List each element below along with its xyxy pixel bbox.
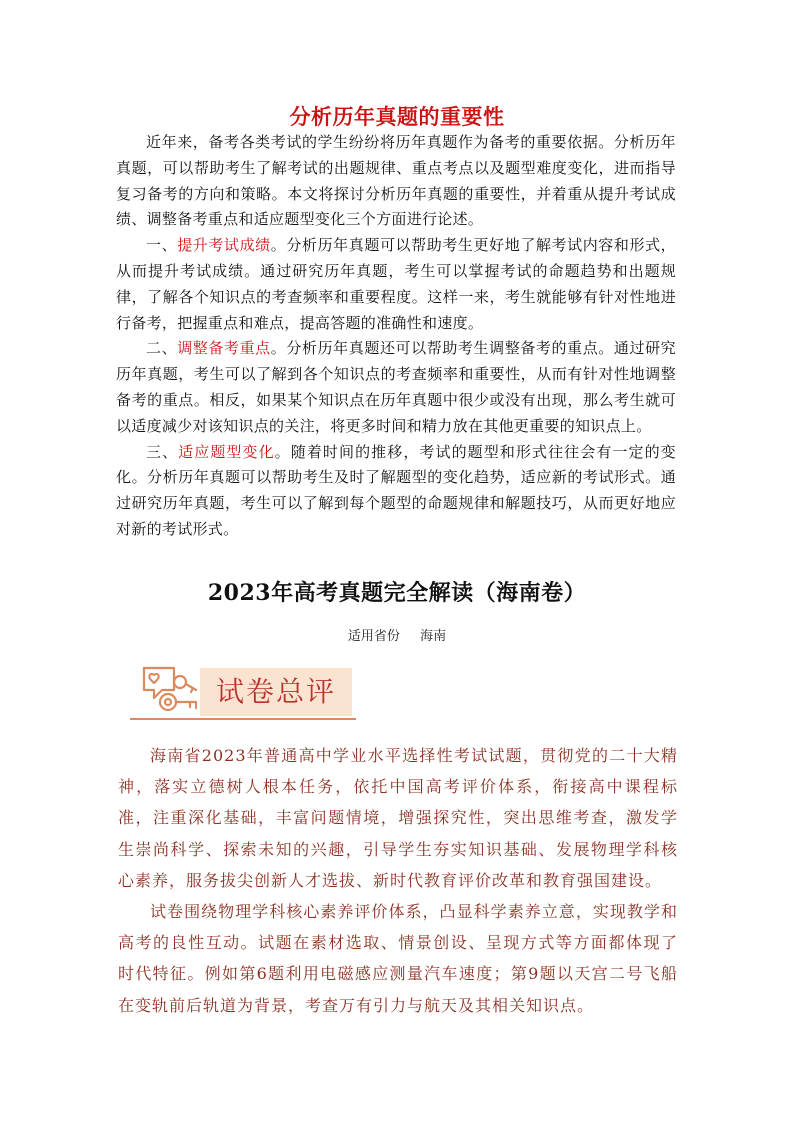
applicable-province — [0, 625, 794, 644]
section-banner — [130, 658, 356, 722]
review-body — [118, 740, 678, 1021]
point-paragraph-2 — [116, 336, 676, 439]
article-title: 分析历年真题的重要性 — [289, 105, 505, 129]
point-heading: 调整备考重点 — [177, 339, 271, 358]
point-heading: 适应题型变化 — [178, 442, 275, 461]
point-number: 一、 — [146, 236, 178, 255]
point-number: 三、 — [146, 442, 179, 461]
point-number: 二、 — [146, 339, 178, 358]
point-body: 。分析历年真题可以帮助考生更好地了解考试内容和形式，从而提升考试成绩。通过研究历年真题，考生可以掌握考试的命题趋势和出题规律，了解各个知识点的考查频率和重要程度。这样一来，考生就能够有针对性地进行备考，把握重点和难点，提高答题的准确性和速度。 — [116, 236, 676, 332]
point-heading: 提升考试成绩 — [177, 236, 271, 255]
point-body: 。分析历年真题还可以帮助考生调整备考的重点。通过研究历年真题，考生可以了解到各个知识点的考查频率和重要性，从而有针对性地调整备考的重点。相反，如果某个知识点在历年真题中很少或没有出现，那么考生就可以适度减少对该知识点的关注，将更多时间和精力放在其他更重要的知识点上。 — [116, 339, 676, 435]
review-paragraph-1: 海南省2023年普通高中学业水平选择性考试试题，贯彻党的二十大精神，落实立德树人根本任务，依托中国高考评价体系，衔接高中课程标准，注重深化基础，丰富问题情境，增强探究性，突出思维考查，激发学生崇尚科学、探索未知的兴趣，引导学生夯实知识基础、发展物理学科核心素养，服务拔尖创新人才选拔、新时代教育评价改革和教育强国建设。 — [118, 746, 678, 890]
point-paragraph-3 — [116, 440, 676, 543]
banner-label: 试卷总评 — [215, 675, 336, 708]
keys-hearts-icon — [134, 662, 200, 718]
exam-title: 2023年高考真题完全解读（海南卷） — [207, 580, 587, 606]
review-paragraph-2: 试卷围绕物理学科核心素养评价体系，凸显科学素养立意，实现教学和高考的良性互动。试题在素材选取、情景创设、呈现方式等方面都体现了时代特征。例如第6题利用电磁感应测量汽车速度；第9题以天宫二号飞船在变轨前后轨道为背景，考查万有引力与航天及其相关知识点。 — [118, 902, 678, 1015]
point-paragraph-1 — [116, 233, 676, 336]
meta-value: 海南 — [420, 629, 447, 644]
article-body — [116, 130, 676, 543]
banner-underline — [130, 718, 356, 720]
meta-label: 适用省份 — [347, 629, 400, 644]
intro-paragraph: 近年来，备考各类考试的学生纷纷将历年真题作为备考的重要依据。分析历年真题，可以帮助考生了解考试的出题规律、重点考点以及题型难度变化，进而指导复习备考的方向和策略。本文将探讨分析历年真题的重要性，并着重从提升考试成绩、调整备考重点和适应题型变化三个方面进行论述。 — [116, 133, 676, 229]
point-body: 。随着时间的推移，考试的题型和形式往往会有一定的变化。分析历年真题可以帮助考生及时了解题型的变化趋势，适应新的考试形式。通过研究历年真题，考生可以了解到每个题型的命题规律和解题技巧，从而更好地应对新的考试形式。 — [116, 442, 676, 538]
